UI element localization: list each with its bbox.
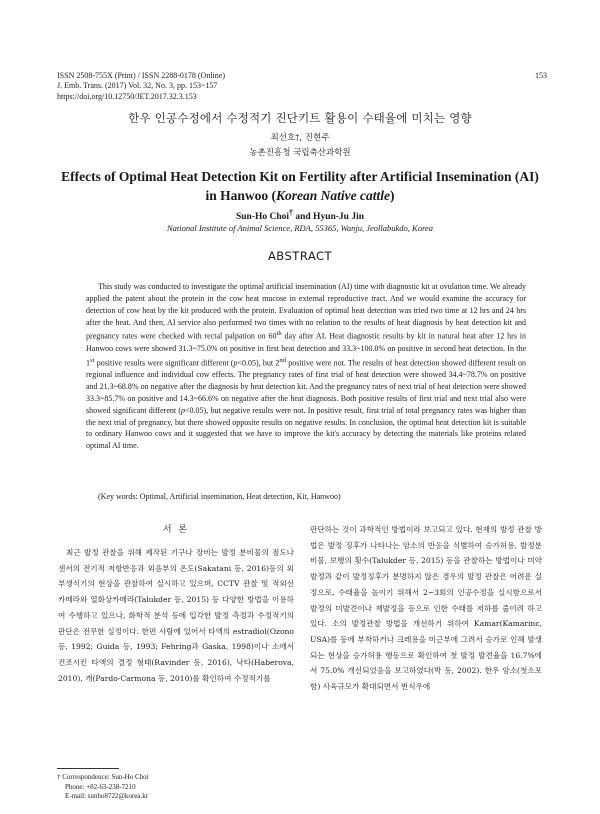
email-address[interactable]: E-mail: sunho8722@korea.kr	[65, 792, 149, 800]
author-choi: Sun-Ho Choi	[235, 212, 290, 223]
abstract-text-4: <0.05), but 2	[237, 358, 280, 368]
page-number: 153	[535, 71, 547, 80]
intro-heading: 서 론	[162, 525, 190, 535]
doi-link[interactable]: https://doi.org/10.12750/JET.2017.32.3.153	[57, 91, 197, 101]
abstract-heading: ABSTRACT	[267, 249, 333, 263]
english-affiliation: National Institute of Animal Science, RDA, 55365, Wanju, Jeollabukdo, Korea	[167, 223, 433, 233]
abstract-text-6: <0.05), but negative results were not. In positive result, first trial of total pregnancy rates was higher than the next trial of pregnancy, but there showed opposite results on negative results. In conclusion, the optimal heat detection kit is suitable to ordinary Hanwoo cows and it suggested that we have to improve the kit's accuracy by detecting the materials like proteins related optimal AI time.	[86, 405, 526, 451]
corresponding-dagger: †	[289, 208, 293, 217]
english-authors	[0, 208, 600, 222]
phone-number: Phone: +82-63-238-7210	[65, 782, 136, 791]
abstract-text-1: This study was conducted to investigate the optimal artificial insemination (AI) time with diagnostic kit at ovulation time. We already applied the patent about the protein in the cow heat mucose in external reproductive tract. And we would examine the accuracy for detection of cow heat by the kit produced with the protein. Evaluation of optimal heat detection was tried two time at 12 hrs and 24 hrs after the heat. And then, AI service also performed two times with no relation to the results of heat diagnosis by heat detection kit and pregnancy rates were checked with rectal palpation on 60	[86, 282, 526, 342]
abstract-text-3: positive results were significant different (	[94, 358, 234, 368]
abstract-sup-1: th	[276, 330, 282, 338]
abstract-text-2: day after AI. Heat diagnostic results by kit in natural heat after 12 hrs in Hanwoo cows were showed 31.3~75.0% on positive in first heat detection and 33.3~100.0% on positive in second heat detection. In the 1	[86, 332, 526, 368]
korean-affiliation: 농촌진흥청 국립축산과학원	[249, 148, 351, 158]
footnote	[57, 773, 149, 802]
english-title-main: Effects of Optimal Heat Detection Kit on Fertility after Artificial Insemination (AI) in Hanwoo (	[61, 169, 539, 203]
intro-left-column: 최근 발정 관찰을 위해 제작된 기구나 장비는 발정 분비물의 점도나 센서의 전기적 저항반응과 외음부의 온도(Sakatani 등, 2016)등의 외부생식기의 현상을 관찰하여 실시하고 있으며, CCTV 관찰 및 적외선 카메라와 열화상카메라(Talukder 등, 2015) 등 다양한 방법을 이용하여 수행하고 있으나, 화학적 분석 등에 입각한 발정 측정과 수정적기의 판단은 전무한 실정이다. 한편 사람에 있어서 타액의 estradiol(Ozono 등, 1992; Guida 등, 1993; Fehring과 Gaska, 1998)이나 소에서 건조시킨 타액의 결정 형태(Ravinder 등, 2016), 낙타(Haberova, 2010), 개(Pardo-Carmona 등, 2010)를 확인하여 수정적기를	[58, 548, 294, 683]
citation-line: J. Emb. Trans. (2017) Vol. 32, No. 3, pp. 153~157	[57, 81, 218, 91]
abstract-ital-2: p	[181, 405, 186, 415]
abstract-body	[86, 281, 526, 452]
keywords: (Key words: Optimal, Artificial insemination, Heat detection, Kit, Hanwoo)	[98, 492, 341, 501]
author-jin: and Hyun-Ju Jin	[292, 212, 365, 223]
intro-right-column: 판단하는 것이 과학적인 방법이라 보고되고 있다. 현재의 발정 관찰 방법은 발정 징후가 나타나는 암소의 반응을 식별하여 승가허용, 발정분비물, 보행의 횟수(Talukder 등, 2015) 등을 관찰하는 방법이나 미약 발정과 같이 발정징후가 분명하지 않은 경우의 발정 관찰은 어려운 실정으로, 수태율을 높이기 위해서 2~3회의 인공수정을 실시함으로서 발정의 미발견이나 재발정을 등으로 인한 수태를 저하를 줄이려 하고 있다. 소의 발정관찰 방법을 개선하기 위하여 Kamar(Kamarinc, USA)를 등에 부착하거나 크레용을 미근부에 그려서 승가로 인해 발생되는 현상을 승가허용 행동으로 확인하여 첫 발정 발견율을 16.7%에서 75.0% 개선되었음을 보고하였다(박 등, 2002). 한우 암소(첫소포함) 사육규모가 확대되면서 번식우에	[310, 525, 542, 692]
english-title-italic: Korean Native cattle	[276, 187, 390, 203]
abstract-sup-3: nd	[279, 356, 286, 364]
english-title	[60, 168, 540, 205]
journal-header	[57, 71, 225, 102]
correspondence-label: † Correspondence: Sun-Ho Choi	[57, 773, 149, 781]
english-title-close: )	[390, 187, 395, 203]
footnote-divider	[57, 768, 119, 769]
issn-line: ISSN 2508-755X (Print) / ISSN 2288-0178 (Online)	[57, 71, 225, 80]
abstract-ital-1: p	[233, 358, 238, 368]
korean-authors: 최선호†, 진현주	[270, 133, 330, 143]
korean-title: 한우 인공수정에서 수정적기 진단키트 활용이 수태율에 미치는 영향	[128, 111, 472, 125]
abstract-text-5: positive were not. The results of heat detection showed different result on regional influence and individual cow effects. The pregnancy rates of first trial of heat detection were showed 34.4~78.7% on positive and 21.3~68.8% on negative after the diagnosis by heat detection kit. And the pregnancy rates of next trial of heat detection were showed 33.3~85.7% on positive and 14.3~66.6% on negative after the heat diagnosis. Both positive results of first trial and next trial also were showed significant different (	[86, 358, 526, 415]
abstract-sup-2: st	[90, 356, 95, 364]
